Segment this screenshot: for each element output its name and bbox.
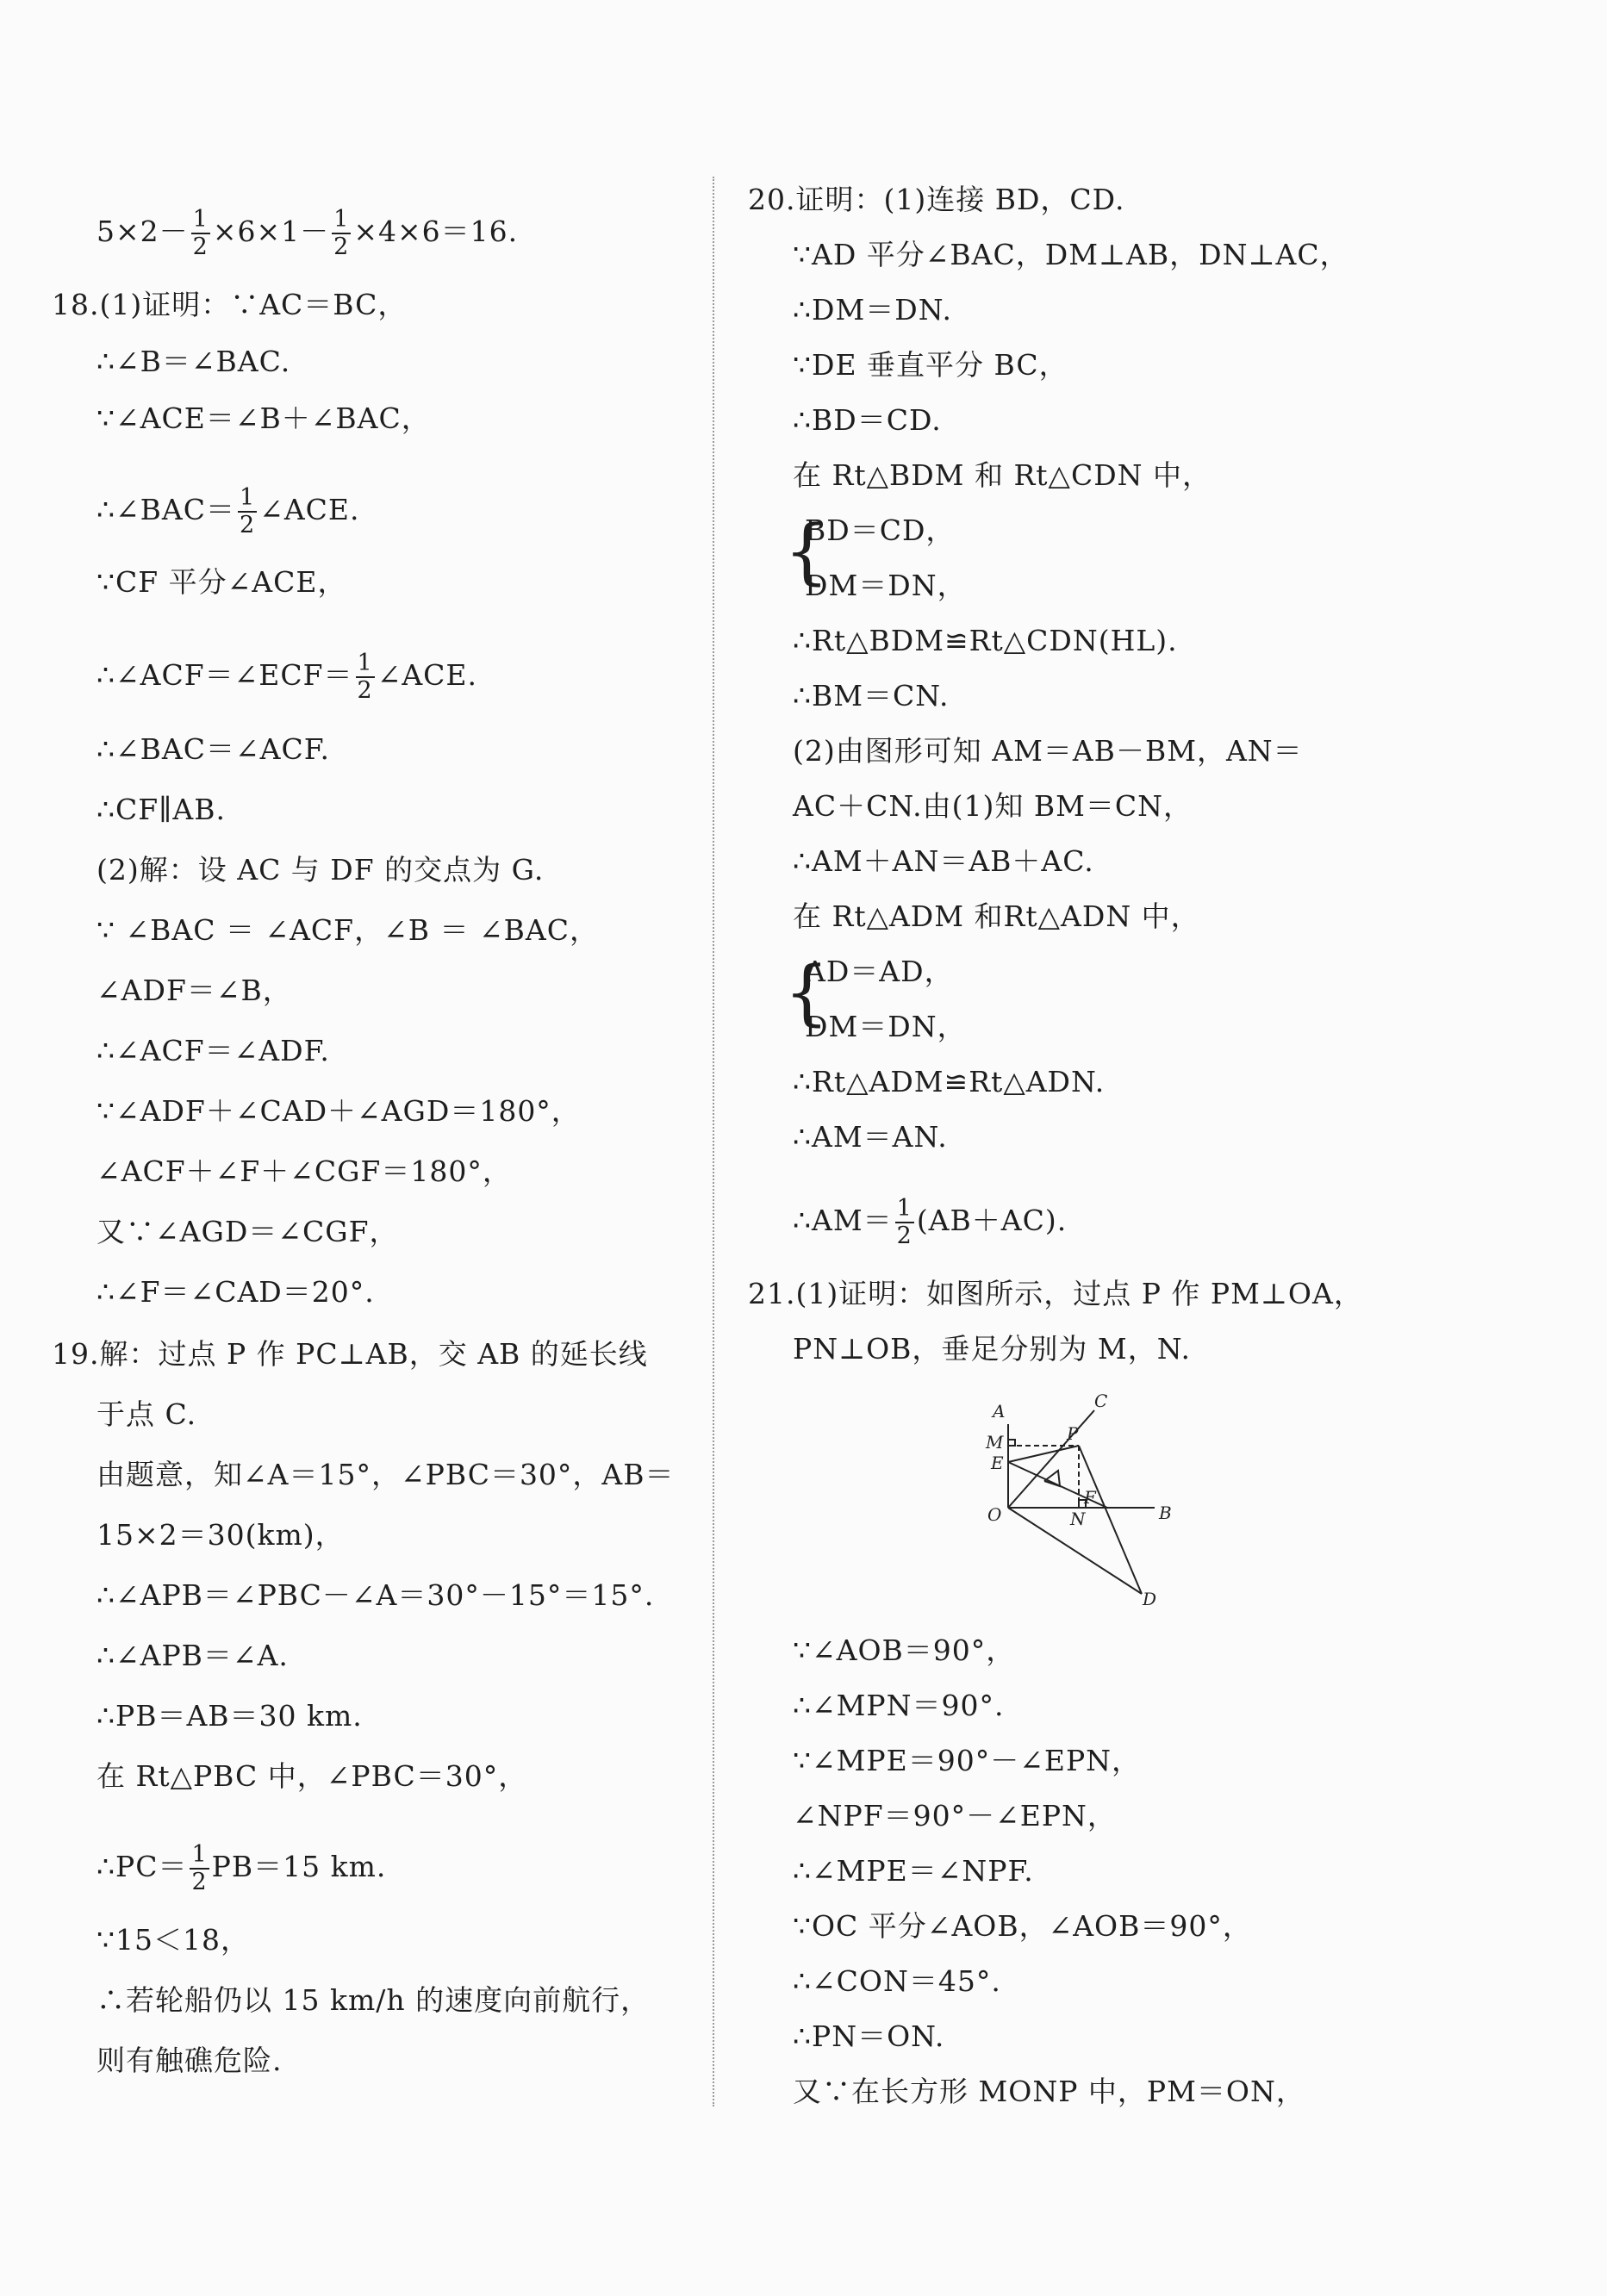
right-line-27: ∵OC 平分∠AOB，∠AOB＝90°， — [793, 1909, 1252, 1943]
right-angle-m — [1008, 1440, 1015, 1446]
brace-left: { — [784, 952, 830, 1034]
expr-part: ×4×6＝16. — [353, 215, 519, 248]
frac-den: 2 — [896, 1223, 913, 1249]
right-line-2: ∵AD 平分∠BAC，DM⊥AB，DN⊥AC， — [793, 238, 1349, 271]
expr-part: ∠ACE. — [259, 493, 360, 526]
frac-den: 2 — [192, 233, 209, 260]
right-line-10: ∴BM＝CN. — [793, 679, 950, 712]
expr-part: (AB＋AC). — [916, 1204, 1068, 1237]
expr-part: ∴AM＝ — [793, 1204, 893, 1237]
right-line-20: 21.(1)证明：如图所示，过点 P 作 PM⊥OA， — [748, 1277, 1363, 1310]
left-line-29: 则有触礁危险. — [97, 2044, 283, 2077]
right-line-19 — [793, 1196, 1067, 1249]
left-line-23: ∴∠APB＝∠A. — [97, 1639, 289, 1672]
expr-part: ∠ACE. — [377, 658, 478, 692]
expr-part: ×6×1－ — [212, 215, 330, 248]
fraction-half — [238, 485, 257, 538]
right-line-7: BD＝CD， — [805, 513, 956, 547]
right-line-17: ∴Rt△ADM≌Rt△ADN. — [793, 1065, 1106, 1098]
right-line-16: DM＝DN， — [805, 1010, 967, 1043]
right-line-14: 在 Rt△ADM 和Rt△ADN 中， — [793, 899, 1200, 933]
left-line-3: ∴∠B＝∠BAC. — [97, 345, 291, 378]
left-line-28: ∴若轮船仍以 15 km/h 的速度向前航行， — [97, 1983, 651, 2017]
left-line-18: 19.解：过点 P 作 PC⊥AB，交 AB 的延长线 — [52, 1337, 648, 1371]
column-divider — [713, 177, 714, 2106]
fraction-half — [332, 207, 351, 260]
label-a: A — [993, 1401, 1006, 1422]
left-line-17: ∴∠F＝∠CAD＝20°. — [97, 1275, 375, 1309]
right-line-13: ∴AM＋AN＝AB＋AC. — [793, 844, 1094, 878]
frac-num: 1 — [239, 484, 256, 511]
right-line-9: ∴Rt△BDM≌Rt△CDN(HL). — [793, 624, 1178, 657]
left-line-26 — [97, 1842, 386, 1895]
right-line-25: ∠NPF＝90°－∠EPN， — [793, 1799, 1117, 1832]
left-line-9: ∴CF∥AB. — [97, 793, 226, 826]
frac-num: 1 — [357, 650, 373, 676]
frac-num: 1 — [333, 206, 350, 233]
frac-num: 1 — [192, 206, 209, 233]
right-line-21: PN⊥OB，垂足分别为 M，N. — [793, 1332, 1191, 1366]
left-line-4: ∵∠ACE＝∠B＋∠BAC， — [97, 401, 431, 435]
right-line-18: ∴AM＝AN. — [793, 1120, 948, 1154]
label-n: N — [1070, 1509, 1086, 1529]
expr-part: ∴PC＝ — [97, 1850, 188, 1883]
left-line-1 — [97, 207, 518, 260]
frac-den: 2 — [357, 677, 373, 704]
left-line-10: (2)解：设 AC 与 DF 的交点为 G. — [97, 853, 545, 887]
label-c: C — [1094, 1391, 1108, 1411]
frac-den: 2 — [333, 233, 350, 260]
left-line-11: ∵ ∠BAC ＝ ∠ACF，∠B ＝ ∠BAC， — [97, 913, 599, 947]
left-line-20: 由题意，知∠A＝15°，∠PBC＝30°，AB＝ — [97, 1458, 675, 1491]
fraction-half — [895, 1196, 914, 1249]
left-line-24: ∴PB＝AB＝30 km. — [97, 1699, 363, 1733]
left-line-16: 又∵∠AGD＝∠CGF， — [97, 1215, 399, 1248]
left-line-6: ∵CF 平分∠ACE， — [97, 565, 347, 599]
left-line-27: ∵15＜18， — [97, 1923, 250, 1957]
brace-left: { — [784, 511, 830, 593]
right-line-4: ∵DE 垂直平分 BC， — [793, 348, 1068, 382]
right-line-15: AD＝AD， — [805, 955, 954, 988]
expr-part: PB＝15 km. — [211, 1850, 387, 1883]
label-p: P — [1067, 1423, 1079, 1444]
left-line-19: 于点 C. — [97, 1397, 197, 1431]
expr-part: 5×2－ — [97, 215, 189, 248]
right-line-5: ∴BD＝CD. — [793, 403, 942, 437]
expr-part: ∴∠ACF＝∠ECF＝ — [97, 658, 353, 692]
left-line-7 — [97, 650, 477, 704]
left-line-14: ∵∠ADF＋∠CAD＋∠AGD＝180°， — [97, 1094, 581, 1128]
label-f: F — [1084, 1487, 1096, 1508]
frac-num: 1 — [191, 1841, 208, 1868]
right-line-24: ∵∠MPE＝90°－∠EPN， — [793, 1744, 1142, 1777]
left-line-13: ∴∠ACF＝∠ADF. — [97, 1034, 330, 1067]
right-line-30: 又∵在长方形 MONP 中，PM＝ON， — [793, 2075, 1305, 2108]
left-line-15: ∠ACF＋∠F＋∠CGF＝180°， — [97, 1154, 512, 1188]
right-line-6: 在 Rt△BDM 和 Rt△CDN 中， — [793, 458, 1212, 492]
frac-den: 2 — [239, 512, 256, 538]
left-line-5 — [97, 485, 359, 538]
right-line-8: DM＝DN， — [805, 569, 967, 602]
right-line-29: ∴PN＝ON. — [793, 2019, 945, 2053]
right-line-28: ∴∠CON＝45°. — [793, 1964, 1001, 1998]
right-line-23: ∴∠MPN＝90°. — [793, 1689, 1005, 1722]
right-line-22: ∵∠AOB＝90°， — [793, 1633, 1016, 1667]
geometry-figure — [974, 1391, 1206, 1607]
label-b: B — [1159, 1503, 1172, 1523]
fraction-half — [356, 650, 375, 704]
label-e: E — [991, 1453, 1004, 1473]
left-line-8: ∴∠BAC＝∠ACF. — [97, 732, 330, 766]
right-line-12: AC＋CN.由(1)知 BM＝CN， — [793, 789, 1193, 823]
left-line-12: ∠ADF＝∠B， — [97, 974, 292, 1007]
left-line-22: ∴∠APB＝∠PBC－∠A＝30°－15°＝15°. — [97, 1578, 655, 1612]
left-line-21: 15×2＝30(km)， — [97, 1518, 345, 1552]
angle-mark — [1044, 1471, 1060, 1486]
expr-part: ∴∠BAC＝ — [97, 493, 235, 526]
fraction-half — [191, 207, 210, 260]
right-line-3: ∴DM＝DN. — [793, 293, 952, 327]
line-pd — [1079, 1446, 1142, 1594]
left-line-2: 18.(1)证明：∵AC＝BC， — [52, 288, 408, 321]
right-line-11: (2)由图形可知 AM＝AB－BM，AN＝ — [793, 734, 1303, 768]
frac-den: 2 — [191, 1869, 208, 1895]
label-o: O — [987, 1504, 1002, 1525]
label-m: M — [986, 1432, 1004, 1453]
frac-num: 1 — [896, 1195, 913, 1222]
line-pe — [1008, 1446, 1079, 1462]
right-line-1: 20.证明：(1)连接 BD，CD. — [748, 183, 1125, 216]
fraction-half — [190, 1842, 209, 1895]
left-line-25: 在 Rt△PBC 中，∠PBC＝30°， — [97, 1759, 528, 1793]
label-d: D — [1143, 1589, 1157, 1607]
right-line-26: ∴∠MPE＝∠NPF. — [793, 1854, 1034, 1888]
